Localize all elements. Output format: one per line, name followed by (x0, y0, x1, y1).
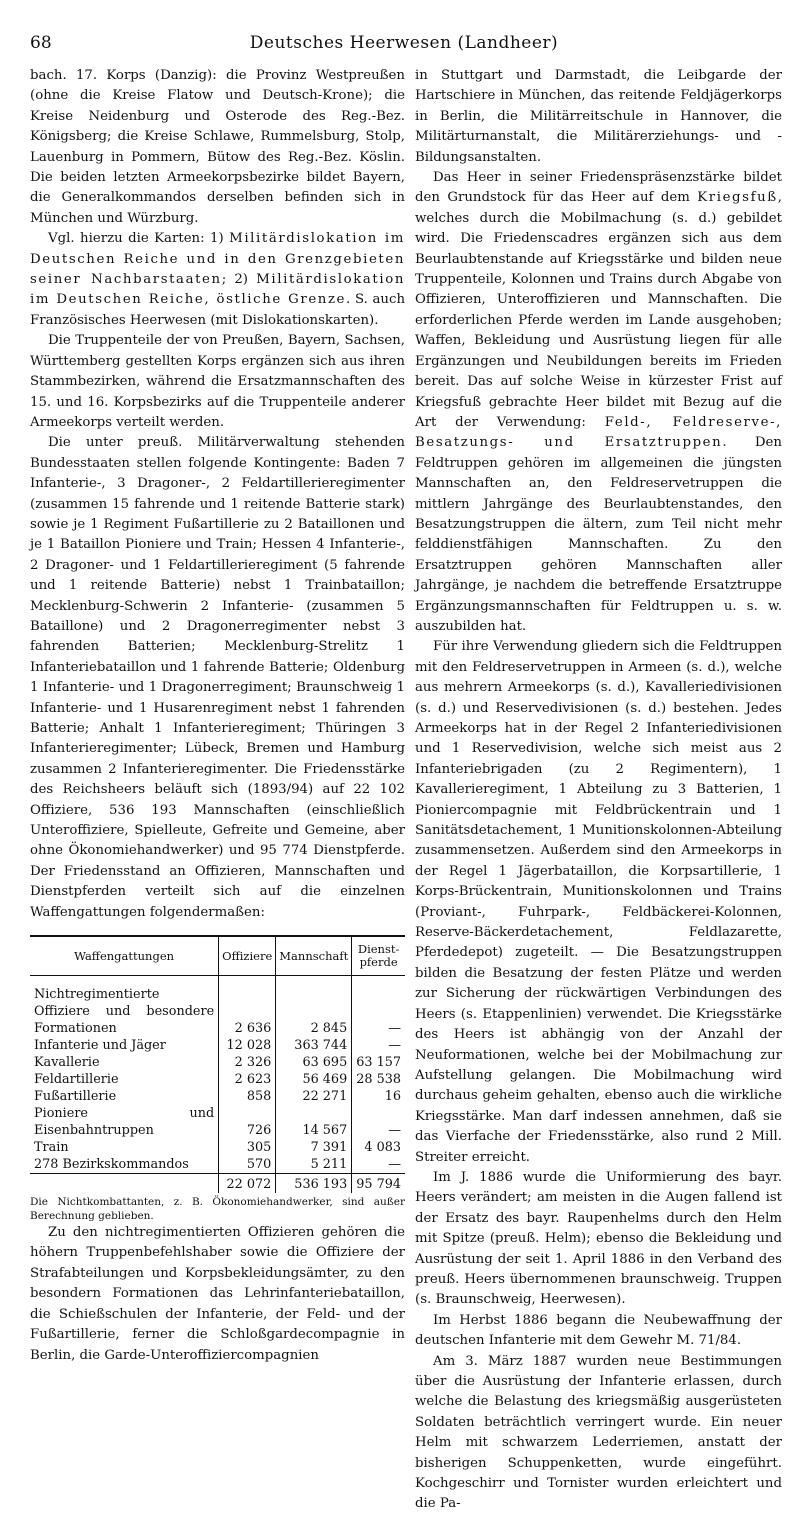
paragraph: Das Heer in seiner Friedenspräsenzstärke bildet den Grundstock für das Heer auf dem Kriegsfuß, welches durch die Mobilmachung (s. d.) gebildet wird. Die Friedenscadres ergänzen sich aus dem Beurlaubtenstande auf Kriegsstärke und bilden neue Truppenteile, Kolonnen und Trains durch Abgabe von Offizieren, Unteroffizieren und Mannschaften. Die erforderlichen Pferde werden im Lande ausgehoben; Waffen, Bekleidung und Ausrüstung liegen für alle Ergänzungen und Neubildungen bereits im Frieden bereit. Das auf solche Weise in kürzester Frist auf Kriegsfuß gebrachte Heer bildet mit Bezug auf die Art der Verwendung: Feld-, Feldreserve-, Besatzungs- und Ersatztruppen. Den Feldtruppen gehören im allgemeinen die jüngsten Mannschaften an, den Feldreservetruppen die mittlern Jahrgänge des Beurlaubtenstandes, den Besatzungstruppen die ältern, zum Teil nicht mehr felddienstfähigen Mannschaften. Zu den Ersatztruppen gehören Mannschaften aller Jahrgänge, je nachdem die betreffende Ersatztruppe Ergänzungsmannschaften für Feldtruppen u. s. w. auszubilden hat. (415, 170, 782, 634)
paragraph: Für ihre Verwendung gliedern sich die Feldtruppen mit den Feldreservetruppen in Armeen (s. d.), welche aus mehrern Armeekorps (s. d.), Kavalleriedivisionen (s. d.) und Reservedivisionen (s. d.) bestehen. Jedes Armeekorps hat in der Regel 2 Infanteriedivisionen und 1 Reservedivision, welche sich meist aus 2 Infanteriebrigaden (zu 2 Regimentern), 1 Kavallerieregiment, 1 Abteilung zu 3 Batterien, 1 Pioniercompagnie mit Feldbrückentrain und 1 Sanitätsdetachement, 1 Munitionskolonnen-Abteilung zusammensetzen. Außerdem sind den Armeekorps in der Regel 1 Jägerbataillon, die Korpsartillerie, 1 Korps-Brückentrain, Munitionskolonnen und Trains (Proviant-, Fuhrpark-, Feldbäckerei-Kolonnen, Reserve-Bäckerdetachement, Feldlazarette, Pferdedepot) zugeteilt. — Die Besatzungstruppen bilden die Besatzung der festen Plätze und werden zur Sicherung der rückwärtigen Verbindungen des Heers (s. Etappenlinien) verwendet. Die Kriegsstärke des Heers ist abhängig von der Anzahl der Neuformationen, welche bei der Mobilmachung zur Aufstellung gelangen. Die Mobilmachung wird durchaus geheim gehalten, ebenso auch die wirkliche Kriegsstärke. Man darf indessen annehmen, daß sie das Vierfache der Friedensstärke, also rund 2 Mill. Streiter erreicht. (415, 639, 782, 1165)
horses-cell: — (352, 976, 405, 1038)
column-header: Offiziere (219, 936, 276, 976)
row-label: Kavallerie (34, 1055, 100, 1071)
men-cell: 56 469 (276, 1071, 352, 1088)
horses-cell: 4 083 (352, 1139, 405, 1156)
column-header: Waffengattungen (30, 936, 219, 976)
horses-cell: 16 (352, 1088, 405, 1105)
total-officers: 22 072 (219, 1174, 276, 1194)
row-label: Infanterie und Jäger (34, 1038, 166, 1054)
row-label: Nichtregimentierte Offiziere und besondere Formationen (34, 987, 215, 1037)
column-header: Dienst-pferde (352, 936, 405, 976)
term-troop-types: Feld-, Feldreserve-, Besatzungs- und Ersatztruppen (415, 414, 782, 451)
officers-cell: 2 636 (219, 976, 276, 1038)
officers-cell: 858 (219, 1088, 276, 1105)
men-cell: 14 567 (276, 1105, 352, 1139)
paragraph: Im J. 1886 wurde die Uniformierung des bayr. Heers verändert; am meisten in die Augen fallend ist der Ersatz des bayr. Raupenhelms durch den Helm mit Spitze (preuß. Helm); ebenso die Bekleidung und Ausrüstung der seit 1. April 1886 in den Verband des preuß. Heers übernommenen braunschweig. Truppen (s. Braunschweig, Heerwesen). (415, 1169, 782, 1308)
horses-cell: — (352, 1037, 405, 1054)
table-row (30, 1156, 405, 1174)
officers-cell: 570 (219, 1156, 276, 1174)
table-row (30, 1139, 405, 1156)
horses-cell: 63 157 (352, 1054, 405, 1071)
officers-cell: 12 028 (219, 1037, 276, 1054)
paragraph: Zu den nichtregimentierten Offizieren gehören die höhern Truppenbefehlshaber sowie die Offiziere der Strafabteilungen und Korpsbekleidungsämter, zu den besondern Formationen das Lehrinfanteriebataillon, die Schießschulen der Infanterie, der Feld- und der Fußartillerie, ferner die Schloßgardecompagnie in Berlin, die Garde-Unteroffiziercompagnien (30, 1225, 405, 1363)
table-row (30, 1071, 405, 1088)
paragraph: Die unter preuß. Militärverwaltung stehenden Bundesstaaten stellen folgende Kontingente: Baden 7 Infanterie-, 3 Dragoner-, 2 Feldartillerieregimenter (zusammen 15 fahrende und 1 reitende Batterie stark) sowie je 1 Regiment Fußartillerie zu 2 Bataillonen und je 1 Bataillon Pioniere und Train; Hessen 4 Infanterie-, 2 Dragoner- und 1 Feldartillerieregiment (5 fahrende und 1 reitende Batterie) nebst 1 Trainbataillon; Mecklenburg-Schwerin 2 Infanterie- (zusammen 5 Bataillone) und 2 Dragonerregimenter nebst 3 fahrenden Batterien; Mecklenburg-Strelitz 1 Infanteriebataillon und 1 fahrende Batterie; Oldenburg 1 Infanterie- und 1 Dragonerregiment; Braunschweig 1 Infanterie- und 1 Husarenregiment nebst 1 fahrenden Batterie; Anhalt 1 Infanterieregiment; Thüringen 3 Infanterieregimenter; Lübeck, Bremen und Hamburg zusammen 2 Infanterieregimenter. Die Friedensstärke des Reichsheers beläuft sich (1893/94) auf 22 102 Offiziere, 536 193 Mannschaften (einschließlich Unteroffiziere, Spielleute, Gefreite und Gemeine, aber ohne Ökonomiehandwerker) und 95 774 Dienstpferde. Der Friedensstand an Offizieren, Mannschaften und Dienstpferden verteilt sich auf die einzelnen Waffengattungen folgendermaßen: (30, 435, 405, 920)
map-title: Militärdislokation im Deutschen Reiche und in den Grenzgebieten seiner Nachbarstaaten (30, 231, 405, 288)
table-row (30, 1088, 405, 1105)
horses-cell: — (352, 1156, 405, 1174)
men-cell: 363 744 (276, 1037, 352, 1054)
row-label: Fußartillerie (34, 1089, 117, 1105)
table-note: Die Nichtkombattanten, z. B. Ökonomiehandwerker, sind außer Berechnung geblieben. (30, 1196, 405, 1223)
officers-cell: 2 623 (219, 1071, 276, 1088)
running-title: Deutsches Heerwesen (Landheer) (249, 33, 559, 53)
strength-table (30, 935, 405, 1193)
men-cell: 63 695 (276, 1054, 352, 1071)
table-header-row (30, 936, 405, 976)
left-column (30, 66, 405, 1366)
page-number: 68 (30, 33, 52, 53)
row-label: 278 Bezirkskommandos (34, 1157, 189, 1173)
paragraph: Am 3. März 1887 wurden neue Bestimmungen über die Ausrüstung der Infanterie erlassen, durch welche die Belastung des kriegsmäßig ausgerüsteten Soldaten beträchtlich verringert wurde. Ein neuer Helm mit schwarzem Lederriemen, anstatt der bisherigen Schuppenketten, wurde eingeführt. Kochgeschirr und Tornister wurden erleichtert und die Pa- (415, 1353, 782, 1512)
total-men: 536 193 (276, 1174, 352, 1194)
men-cell: 7 391 (276, 1139, 352, 1156)
men-cell: 5 211 (276, 1156, 352, 1174)
total-horses: 95 794 (352, 1174, 405, 1194)
horses-cell: 28 538 (352, 1071, 405, 1088)
paragraph: Vgl. hierzu die Karten: 1) Militärdislokation im Deutschen Reiche und in den Grenzgebieten seiner Nachbarstaaten; 2) Militärdislokation im Deutschen Reiche, östliche Grenze. S. auch Französisches Heerwesen (mit Dislokationskarten). (30, 231, 406, 328)
paragraph: Die Truppenteile der von Preußen, Bayern, Sachsen, Württemberg gestellten Korps ergänzen sich aus ihren Stammbezirken, während die Ersatzmannschaften des 15. und 16. Korpsbezirks auf die Truppenteile anderer Armeekorps verteilt werden. (30, 333, 405, 430)
row-label: Pioniere und Eisenbahntruppen (34, 1106, 215, 1139)
total-spacer (30, 1174, 219, 1194)
officers-cell: 726 (219, 1105, 276, 1139)
paragraph: in Stuttgart und Darmstadt, die Leibgarde der Hartschiere in München, das reitende Feldjägerkorps in Berlin, die Militärreitschule in Hannover, die Militärturnanstalt, die Militärerziehungs- und -Bildungsanstalten. (415, 68, 782, 165)
men-cell: 22 271 (276, 1088, 352, 1105)
table-row (30, 1054, 405, 1071)
row-label: Train (34, 1140, 69, 1156)
table-row (30, 1037, 405, 1054)
officers-cell: 2 326 (219, 1054, 276, 1071)
table-row (30, 1105, 405, 1139)
men-cell: 2 845 (276, 976, 352, 1038)
table-total-row (30, 1174, 405, 1194)
term-kriegsfuss: Kriegsfuß (697, 190, 778, 206)
table-row (30, 976, 405, 1038)
row-label: Feldartillerie (34, 1072, 119, 1088)
paragraph: Im Herbst 1886 begann die Neubewaffnung der deutschen Infanterie mit dem Gewehr M. 71/84. (415, 1312, 782, 1349)
officers-cell: 305 (219, 1139, 276, 1156)
page-header (30, 30, 778, 56)
paragraph: bach. 17. Korps (Danzig): die Provinz Westpreußen (ohne die Kreise Flatow und Deutsch-Krone); die Kreise Neidenburg und Osterode des Reg.-Bez. Königsberg; die Kreise Schlawe, Rummelsburg, Stolp, Lauenburg in Pommern, Bütow des Reg.-Bez. Köslin. Die beiden letzten Armeekorpsbezirke bildet Bayern, die Generalkommandos derselben befinden sich in München und Würzburg. (30, 68, 405, 226)
map-title: Militärdislokation im Deutschen Reiche, östliche Grenze (30, 272, 405, 308)
column-header: Mannschaft (276, 936, 352, 976)
horses-cell: — (352, 1105, 405, 1139)
right-column (415, 66, 782, 1515)
